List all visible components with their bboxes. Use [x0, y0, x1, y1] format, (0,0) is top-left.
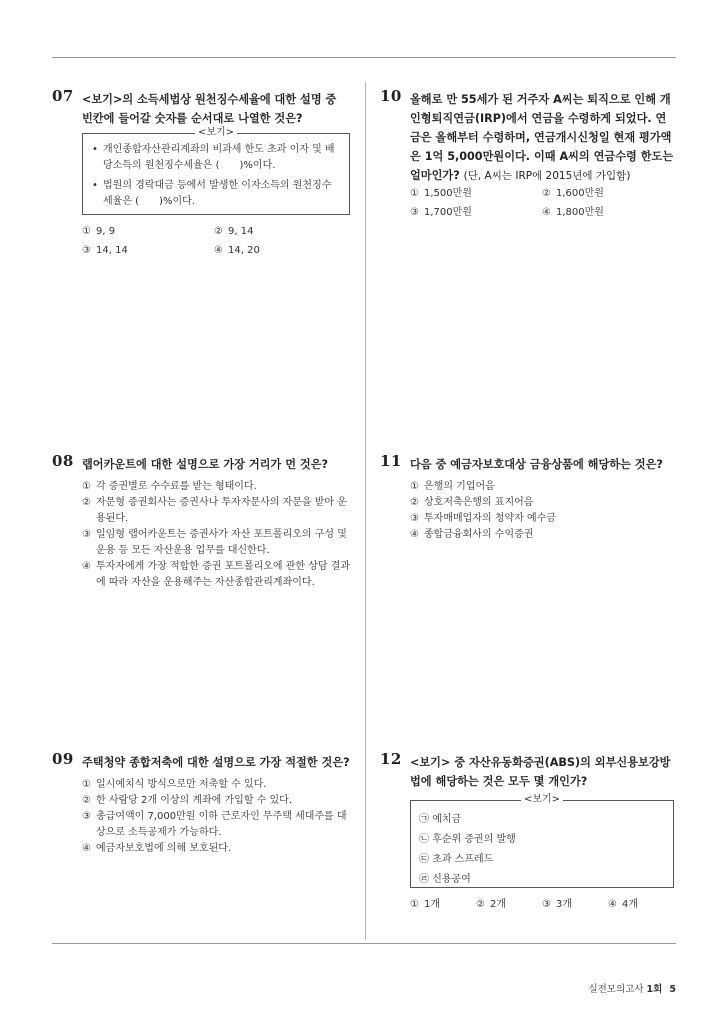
question-stem: <보기> 중 자산유동화증권(ABS)의 외부신용보강방법에 해당하는 것은 모두 몇 개인가?: [410, 756, 671, 788]
answer-option[interactable]: ④ 14, 20: [214, 245, 260, 256]
answer-options: [410, 479, 674, 543]
top-rule: [52, 57, 676, 58]
answer-option[interactable]: ④ 4개: [608, 899, 639, 910]
answer-option[interactable]: ① 9, 9: [82, 226, 116, 237]
question-stem: 올해로 만 55세가 된 거주자 A씨는 퇴직으로 인해 개인형퇴직연금(IRP)에서 연금을 수령하게 되었다. 연금은 올해부터 수령하며, 연금개시신청일 현재 평가액은 1억 5,000만원이다. 이때 A씨의 연금수령 한도는 얼마인가?: [410, 93, 674, 182]
answer-option[interactable]: ① 일시예치식 방식으로만 저축할 수 있다.: [82, 779, 267, 790]
question-number: 10: [380, 87, 402, 105]
answer-option[interactable]: ③ 3개: [542, 899, 573, 910]
answer-option[interactable]: ④ 1,800만원: [542, 207, 604, 218]
question-number: 08: [52, 452, 74, 470]
question-stem: 주택청약 종합저축에 대한 설명으로 가장 적절한 것은?: [82, 756, 350, 769]
answer-option[interactable]: ① 은행의 기업어음: [410, 481, 495, 492]
answer-option[interactable]: ③ 14, 14: [82, 245, 128, 256]
question-number: 12: [380, 750, 402, 768]
box-item: ㉡ 후순위 증권의 발행: [419, 834, 516, 845]
answer-option[interactable]: ② 1,600만원: [542, 188, 604, 199]
answer-option[interactable]: ④ 종합금융회사의 수익증권: [410, 529, 534, 540]
answer-option[interactable]: ② 상호저축은행의 표지어음: [410, 497, 534, 508]
page-number: 5: [669, 984, 676, 995]
answer-option[interactable]: ④ 투자자에게 가장 적합한 증권 포트폴리오에 관한 상담 결과에 따라 자산을 운용해주는 자산종합관리계좌이다.: [82, 561, 351, 588]
box-item: ㉠ 예치금: [419, 814, 462, 825]
column-divider: [365, 82, 366, 940]
answer-option[interactable]: ② 한 사람당 2개 이상의 계좌에 가입할 수 있다.: [82, 795, 293, 806]
footer-label: 실전모의고사: [588, 984, 644, 995]
page-footer: [588, 981, 676, 995]
answer-options: [410, 186, 674, 221]
answer-option[interactable]: ③ 1,700만원: [410, 207, 472, 218]
box-title: <보기>: [521, 794, 563, 805]
answer-option[interactable]: ② 2개: [476, 899, 507, 910]
footer-round: 1회: [646, 984, 663, 995]
example-box: [410, 794, 674, 888]
box-item: • 개인종합자산관리계좌의 비과세 한도 초과 이자 및 배당소득의 원천징수세율은 ( )%이다.: [92, 142, 339, 173]
bottom-rule: [52, 943, 676, 944]
answer-option[interactable]: ① 각 증권별로 수수료를 받는 형태이다.: [82, 481, 257, 492]
answer-options: [82, 479, 352, 591]
question-number: 09: [52, 750, 74, 768]
example-box: [82, 127, 350, 215]
box-item: • 법원의 경락대금 등에서 발생한 이자소득의 원천징수세율은 ( )%이다.: [92, 178, 339, 209]
question-number: 11: [380, 452, 402, 470]
question-note: (단, A씨는 IRP에 2015년에 가입함): [463, 170, 631, 182]
answer-option[interactable]: ④ 예금자보호법에 의해 보호된다.: [82, 843, 232, 854]
question-stem: 랩어카운트에 대한 설명으로 가장 거리가 먼 것은?: [82, 458, 329, 471]
answer-option[interactable]: ② 9, 14: [214, 226, 254, 237]
box-item: ㉣ 신용공여: [419, 874, 471, 885]
question-stem: 다음 중 예금자보호대상 금융상품에 해당하는 것은?: [410, 458, 663, 471]
answer-options: [82, 777, 352, 857]
answer-option[interactable]: ② 자문형 증권회사는 증권사나 투자자문사의 자문을 받아 운용된다.: [82, 497, 347, 524]
box-item: ㉢ 초과 스프레드: [419, 854, 494, 865]
answer-option[interactable]: ③ 일임형 랩어카운트는 증권사가 자산 포트폴리오의 구성 및 운용 등 모든 자산운용 업무를 대신한다.: [82, 529, 347, 556]
question-stem: <보기>의 소득세법상 원천징수세율에 대한 설명 중 빈칸에 들어갈 숫자를 순서대로 나열한 것은?: [82, 93, 337, 125]
answer-option[interactable]: ① 1,500만원: [410, 188, 472, 199]
answer-options: [410, 897, 674, 913]
answer-options: [82, 224, 346, 259]
box-title: <보기>: [195, 127, 237, 138]
answer-option[interactable]: ③ 총급여액이 7,000만원 이하 근로자인 무주택 세대주를 대상으로 소득공제가 가능하다.: [82, 811, 347, 838]
answer-option[interactable]: ① 1개: [410, 899, 441, 910]
question-number: 07: [52, 87, 74, 105]
answer-option[interactable]: ③ 투자매매업자의 청약자 예수금: [410, 513, 556, 524]
